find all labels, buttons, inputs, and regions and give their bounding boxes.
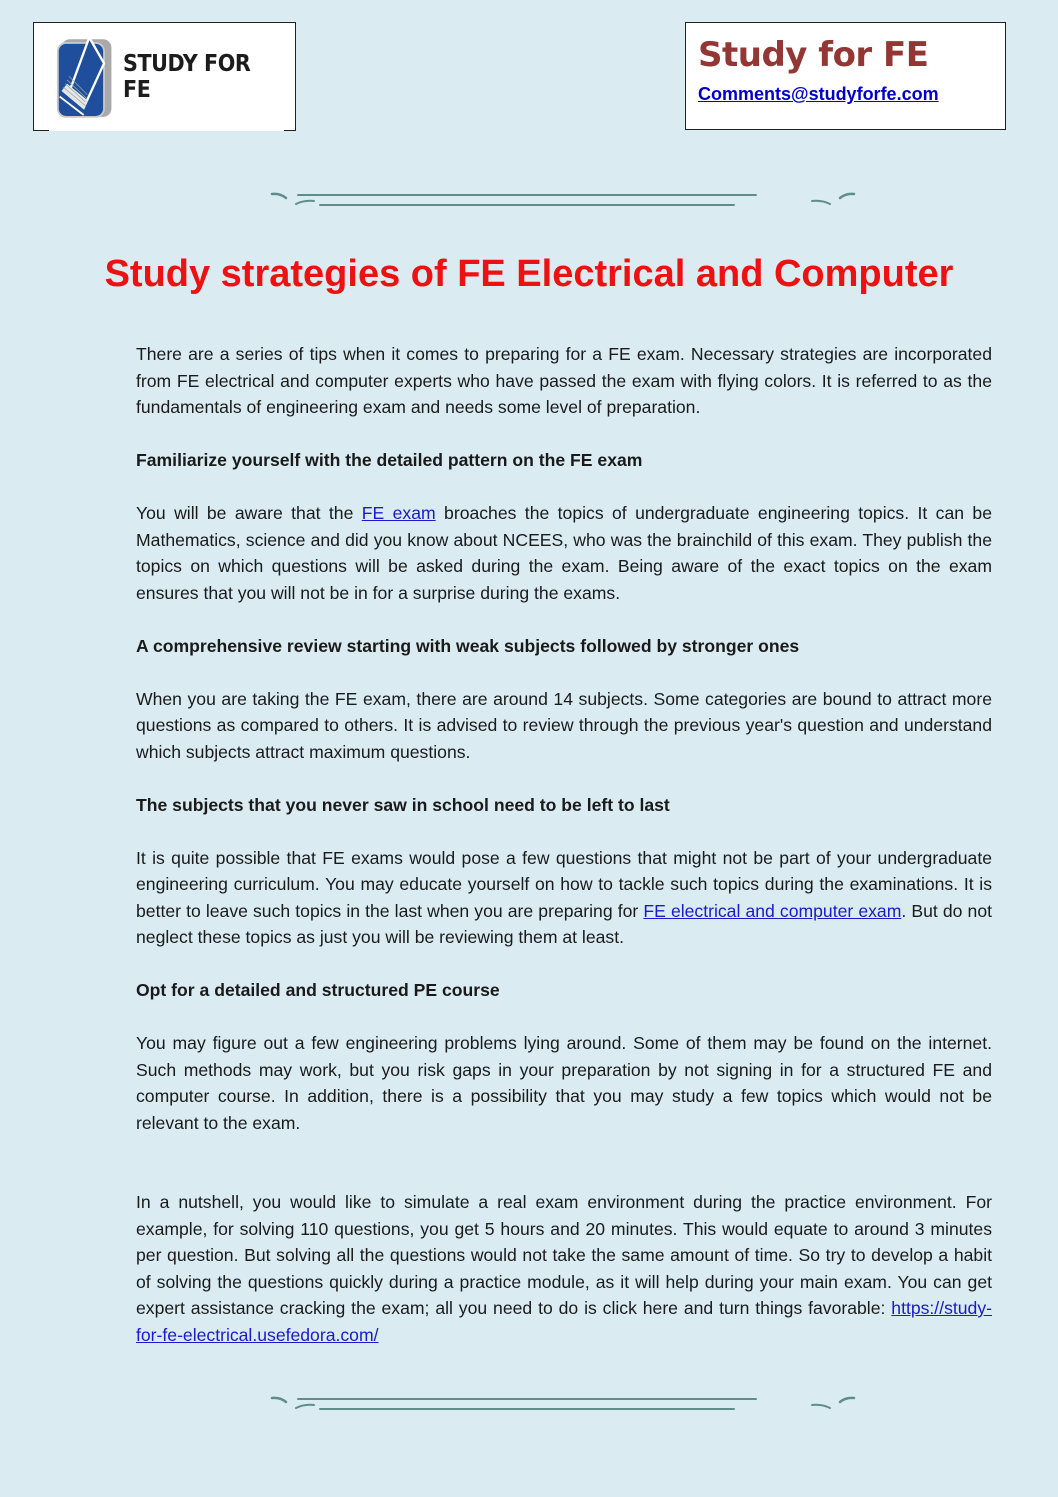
course-url-link[interactable]: https://study-for-fe-electrical.usefedora.com/ (136, 1298, 992, 1345)
section-paragraph: When you are taking the FE exam, there are around 14 subjects. Some categories are bound to attract more questions as compared to others. It is advised to review through the previous year's question and understand which subjects attract maximum questions. (136, 688, 992, 762)
paragraph-text: You will be aware that the (136, 503, 362, 523)
conclusion-paragraph (136, 1189, 992, 1348)
logo (48, 23, 289, 131)
paragraph-text: broaches the topics of undergraduate engineering topics. It can be Mathematics, science and did you know about NCEES, who was the brainchild of this exam. They publish the topics on which questions will be asked during the exam. Being aware of the exact topics on the exam ensures that you will not be in for a surprise during the exams. (136, 503, 992, 603)
fe-electrical-computer-exam-link[interactable]: FE electrical and computer exam (643, 900, 902, 921)
ornamental-divider-bottom (268, 1391, 858, 1417)
ornamental-divider-top (268, 187, 858, 213)
section-heading: A comprehensive review starting with weak subjects followed by stronger ones (136, 635, 800, 656)
section-paragraph (136, 500, 992, 606)
logo-box (33, 22, 296, 131)
book-logo-icon (56, 32, 113, 126)
section-heading: Familiarize yourself with the detailed pattern on the FE exam (136, 450, 643, 470)
article-title: Study strategies of FE Electrical and Computer (104, 253, 954, 296)
paragraph-text: In a nutshell, you would like to simulate a real exam environment during the practice environment. For example, for solving 110 questions, you get 5 hours and 20 minutes. This would equate to around 3 minutes per question. But solving all the questions would not take the same amount of time. So try to develop a habit of solving the questions quickly during a practice module, as it will help during your main exam. You can get expert assistance cracking the exam; all you need to do is click here and turn things favorable: (136, 1192, 992, 1318)
section-paragraph (136, 845, 992, 951)
section-heading: The subjects that you never saw in school need to be left to last (136, 794, 670, 815)
brand-title: Study for FE (698, 35, 929, 75)
intro-paragraph: There are a series of tips when it comes to preparing for a FE exam. Necessary strategies are incorporated from FE electrical and computer experts who have passed the exam with flying colors. It is referred to as the fundamentals of engineering exam and needs some level of preparation. (136, 344, 992, 417)
fe-exam-link[interactable]: FE exam (361, 503, 436, 523)
section-paragraph: You may figure out a few engineering problems lying around. Some of them may be found on the internet. Such methods may work, but you risk gaps in your preparation by not signing in for a structured FE and computer course. In addition, there is a possibility that you may study a few topics which would not be relevant to the exam. (136, 1033, 992, 1133)
contact-email-link[interactable]: Comments@studyforfe.com (698, 84, 939, 104)
article-body (136, 341, 992, 1348)
logo-text: STUDY FOR FE (123, 51, 251, 103)
brand-box (685, 22, 1006, 130)
paragraph-text: . But do not neglect these topics as just you will be reviewing them at least. (136, 900, 992, 947)
section-heading: Opt for a detailed and structured PE course (136, 980, 500, 1000)
paragraph-text: It is quite possible that FE exams would pose a few questions that might not be part of your undergraduate engineering curriculum. You may educate yourself on how to tackle such topics during the examinations. It is better to leave such topics in the last when you are preparing for (136, 847, 992, 921)
